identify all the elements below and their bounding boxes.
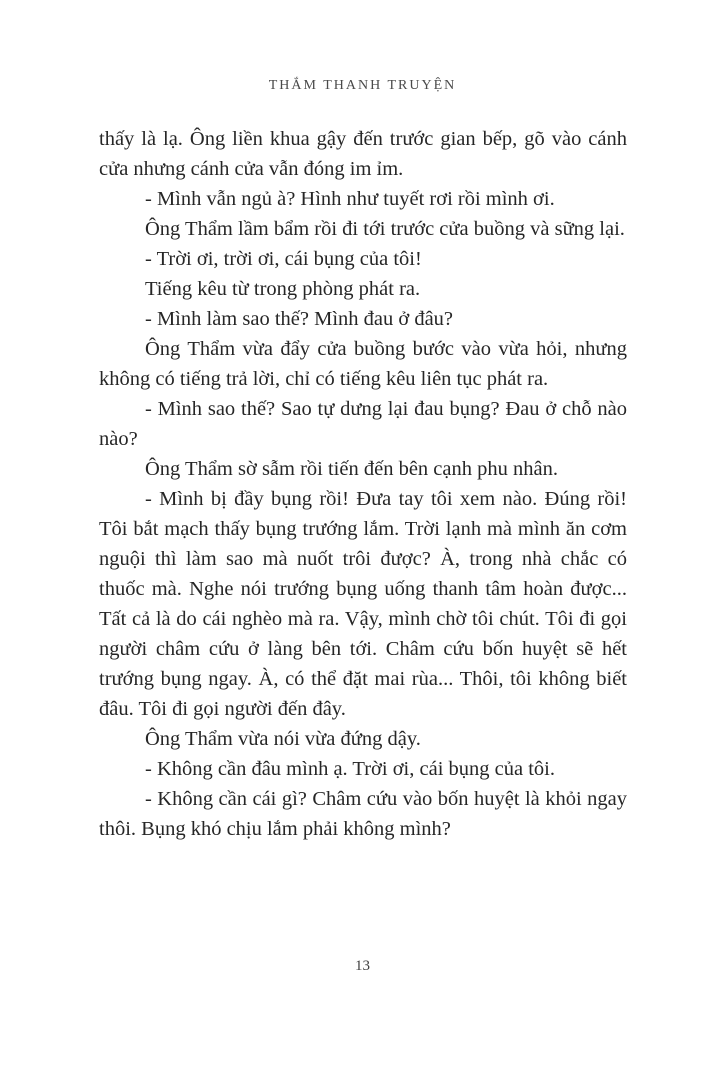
paragraph: thấy là lạ. Ông liền khua gậy đến trước gian bếp, gõ vào cánh cửa nhưng cánh cửa vẫn đóng im ỉm. bbox=[99, 128, 627, 180]
paragraph: - Mình làm sao thế? Mình đau ở đâu? bbox=[145, 308, 454, 330]
paragraph: - Không cần đâu mình ạ. Trời ơi, cái bụng của tôi. bbox=[145, 758, 555, 780]
paragraph: - Mình sao thế? Sao tự dưng lại đau bụng? Đau ở chỗ nào nào? bbox=[99, 398, 627, 450]
paragraph: - Mình bị đầy bụng rồi! Đưa tay tôi xem nào. Đúng rồi! Tôi bắt mạch thấy bụng trướng lắm. Trời lạnh mà mình ăn cơm nguội thì làm sao mà nuốt trôi được? À, trong nhà chắc có thuốc mà. Nghe nói trướng bụng uống thanh tâm hoàn được... Tất cả là do cái nghèo mà ra. Vậy, mình chờ tôi chút. Tôi đi gọi người châm cứu ở làng bên tới. Châm cứu bốn huyệt sẽ hết trướng bụng ngay. À, có thể đặt mai rùa... Thôi, tôi không biết đâu. Tôi đi gọi người đến đây. bbox=[99, 488, 627, 720]
paragraph: - Trời ơi, trời ơi, cái bụng của tôi! bbox=[145, 248, 422, 270]
paragraph: - Mình vẫn ngủ à? Hình như tuyết rơi rồi mình ơi. bbox=[145, 188, 555, 210]
paragraph: Ông Thẩm lầm bẩm rồi đi tới trước cửa buồng và sững lại. bbox=[145, 218, 625, 240]
paragraph: Ông Thẩm sờ sẫm rồi tiến đến bên cạnh phu nhân. bbox=[145, 458, 558, 480]
paragraph: - Không cần cái gì? Châm cứu vào bốn huyệt là khỏi ngay thôi. Bụng khó chịu lắm phải không mình? bbox=[99, 788, 627, 840]
paragraph: Ông Thẩm vừa nói vừa đứng dậy. bbox=[145, 728, 421, 750]
running-header: THẮM THANH TRUYỆN bbox=[268, 78, 457, 93]
page-number: 13 bbox=[355, 958, 370, 974]
paragraph: Tiếng kêu từ trong phòng phát ra. bbox=[145, 278, 421, 300]
paragraph: Ông Thẩm vừa đẩy cửa buồng bước vào vừa hỏi, nhưng không có tiếng trả lời, chỉ có tiếng kêu liên tục phát ra. bbox=[99, 338, 627, 390]
page-body-text bbox=[99, 124, 627, 844]
